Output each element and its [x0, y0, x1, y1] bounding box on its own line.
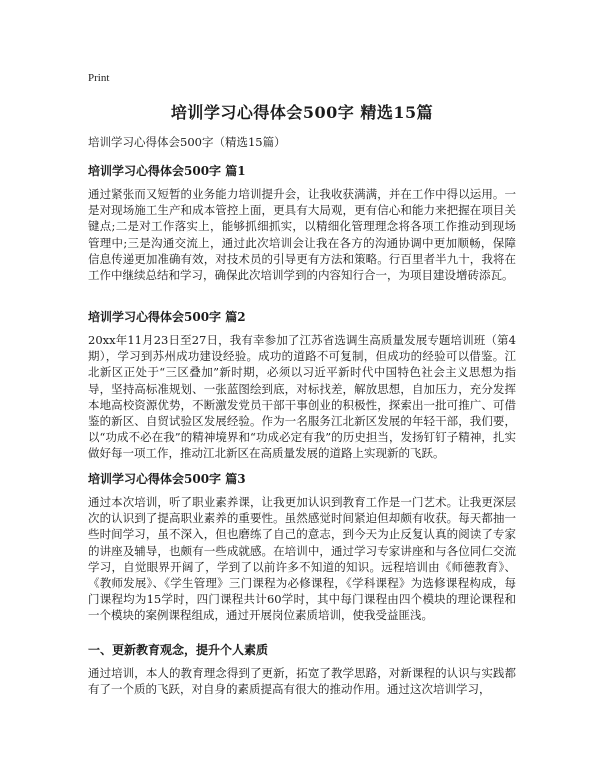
section-heading-2: 培训学习心得体会500字 篇2	[88, 310, 246, 324]
section-heading-1: 培训学习心得体会500字 篇1	[88, 164, 246, 178]
section-body-1: 通过紧张而又短暂的业务能力培训提升会，让我收获满满，并在工作中得以运用。一是对现场施工生产和成本管控上面，更具有大局观，更有信心和能力来把握在项目关键点;二是对工作落实上，能够抓细抓实，以精细化管理理念将各项工作推动到现场管理中;三是沟通交流上，通过此次培训会让我在各方的沟通协调中更加顺畅，保障信息传递更加准确有效，对技术员的引导更有方法和策略。行百里者半九十，我将在工作中继续总结和学习，确保此次培训学到的内容知行合一，为项目建设增砖添瓦。	[88, 187, 516, 283]
section-body-2: 20xx年11月23日至27日，我有幸参加了江苏省选调生高质量发展专题培训班（第4期），学习到苏州成功建设经验。成功的道路不可复制，但成功的经验可以借鉴。江北新区正处于“三区叠加”新时期，必须以习近平新时代中国特色社会主义思想为指导，坚持高标准规划、一张蓝图绘到底，对标找差，解放思想，自加压力，充分发挥本地高校资源优势，不断激发党员干部干事创业的积极性，探索出一批可推广、可借鉴的新区、自贸试验区发展经验。作为一名服务江北新区发展的年轻干部，我们要，以“功成不必在我”的精神境界和“功成必定有我”的历史担当，发扬钉钉子精神，扎实做好每一项工作，推动江北新区在高质量发展的道路上实现新的飞跃。	[88, 333, 516, 461]
page-title: 培训学习心得体会500字 精选15篇	[170, 103, 434, 122]
section-heading-3: 培训学习心得体会500字 篇3	[88, 472, 246, 486]
section-body-4: 通过培训，本人的教育理念得到了更新，拓宽了教学思路，对新课程的认识与实践都有了一个质的飞跃，对自身的素质提高有很大的推动作用。通过这次培训学习，	[88, 666, 516, 697]
print-link[interactable]: Print	[88, 72, 110, 84]
section-body-3: 通过本次培训，听了职业素养课，让我更加认识到教育工作是一门艺术。让我更深层次的认识到了提高职业素养的重要性。虽然感觉时间紧迫但却颇有收获。每天都抽一些时间学习，虽不深入，但也磨练了自己的意志，到今天为止反复认真的阅读了专家的讲座及辅导，也颇有一些成就感。在培训中，通过学习专家讲座和与各位同仁交流学习，自觉眼界开阔了，学到了以前许多不知道的知识。远程培训由《师德教育》、《教师发展》、《学生管理》三门课程为必修课程，《学科课程》为选修课程构成，每门课程均为15学时，四门课程共计60学时，其中每门课程由四个模块的理论课程和一个模块的案例课程组成，通过开展岗位素质培训，使我受益匪浅。	[88, 495, 516, 623]
document-subtitle: 培训学习心得体会500字（精选15篇）	[88, 135, 286, 149]
section-heading-4: 一、更新教育观念，提升个人素质	[88, 643, 269, 657]
